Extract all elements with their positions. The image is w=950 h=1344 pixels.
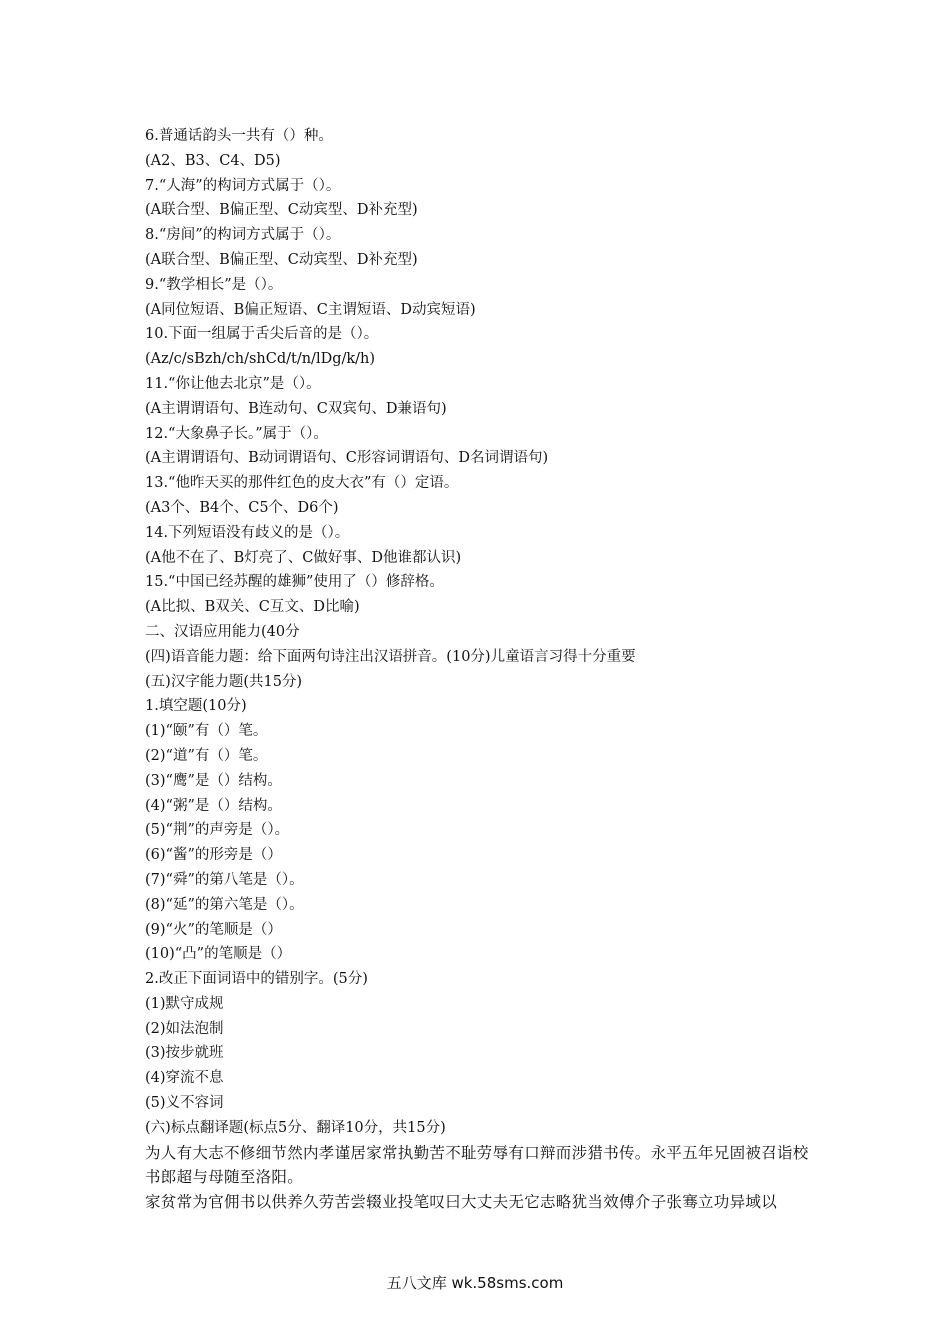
subsection-punctuation: (六)标点翻译题(标点5分、翻译10分，共15分) — [145, 1119, 446, 1136]
fill-in-item-6: (6)“酱”的形旁是（） — [145, 847, 282, 864]
classical-text-paragraph-2: 家贫常为官佣书以供养久劳苦尝辍业投笔叹曰大丈夫无它志略犹当效傅介子张骞立功异域以 — [145, 1193, 778, 1212]
fill-in-item-10: (10)“凸”的笔顺是（） — [145, 946, 292, 963]
question-10: 10.下面一组属于舌尖后音的是（）。 — [145, 326, 379, 343]
correction-heading: 2.改正下面词语中的错别字。(5分) — [145, 971, 368, 988]
correction-item-2: (2)如法泡制 — [145, 1020, 224, 1037]
fill-in-item-4: (4)“粥”是（）结构。 — [145, 797, 282, 814]
question-14: 14.下列短语没有歧义的是（）。 — [145, 524, 350, 541]
correction-item-1: (1)默守成规 — [145, 995, 224, 1012]
correction-item-5: (5)义不容词 — [145, 1095, 224, 1112]
correction-item-4: (4)穿流不息 — [145, 1070, 224, 1087]
section-heading-2: 二、汉语应用能力(40分 — [145, 623, 300, 640]
options-15: (A比拟、B双关、C互文、D比喻) — [145, 599, 360, 616]
options-6: (A2、B3、C4、D5) — [145, 152, 281, 169]
fill-in-item-1: (1)“颐”有（）笔。 — [145, 723, 268, 740]
question-11: 11.“你让他去北京”是（）。 — [145, 375, 321, 392]
question-6: 6.普通话韵头一共有（）种。 — [145, 128, 333, 144]
options-7: (A联合型、B偏正型、C动宾型、D补充型) — [145, 202, 418, 219]
options-8: (A联合型、B偏正型、C动宾型、D补充型) — [145, 251, 418, 268]
subsection-characters: (五)汉字能力题(共15分) — [145, 673, 303, 690]
correction-item-3: (3)按步就班 — [145, 1045, 224, 1062]
subsection-phonetics: (四)语音能力题：给下面两句诗注出汉语拼音。(10分)儿童语言习得十分重要 — [145, 648, 636, 665]
options-14: (A他不在了、B灯亮了、C做好事、D他谁都认识) — [145, 549, 462, 566]
fill-in-item-7: (7)“舜”的第八笔是（）。 — [145, 871, 304, 888]
footer-watermark: 五八文库 wk.58sms.com — [386, 1274, 564, 1292]
options-11: (A主谓谓语句、B连动句、C双宾句、D兼语句) — [145, 400, 447, 417]
fill-in-item-8: (8)“延”的第六笔是（）。 — [145, 896, 304, 913]
options-13: (A3个、B4个、C5个、D6个) — [145, 499, 339, 516]
classical-text-paragraph-1: 为人有大志不修细节然内孝谨居家常执勤苦不耻劳辱有口辩而涉猎书传。永平五年兄固被召诣校书郎超与母随至洛阳。 — [145, 1143, 809, 1187]
question-15: 15.“中国已经苏醒的雄狮”使用了（）修辞格。 — [145, 574, 444, 591]
question-7: 7.“人海”的构词方式属于（）。 — [145, 177, 341, 194]
question-8: 8.“房间”的构词方式属于（）。 — [145, 227, 341, 244]
question-13: 13.“他昨天买的那件红色的皮大衣”有（）定语。 — [145, 475, 459, 492]
options-12: (A主谓谓语句、B动词谓语句、C形容词谓语句、D名词谓语句) — [145, 450, 549, 467]
question-12: 12.“大象鼻子长。”属于（）。 — [145, 425, 328, 442]
document-body — [145, 124, 815, 1215]
options-9: (A同位短语、B偏正短语、C主谓短语、D动宾短语) — [145, 301, 476, 318]
fill-in-item-3: (3)“鹰”是（）结构。 — [145, 772, 282, 789]
fill-in-item-2: (2)“道”有（）笔。 — [145, 747, 268, 764]
options-10: (Az/c/sBzh/ch/shCd/t/n/lDg/k/h) — [145, 351, 376, 368]
fill-in-heading: 1.填空题(10分) — [145, 698, 247, 715]
fill-in-item-5: (5)“荆”的声旁是（）。 — [145, 822, 290, 839]
question-9: 9.“教学相长”是（）。 — [145, 276, 283, 293]
fill-in-item-9: (9)“火”的笔顺是（） — [145, 921, 282, 938]
